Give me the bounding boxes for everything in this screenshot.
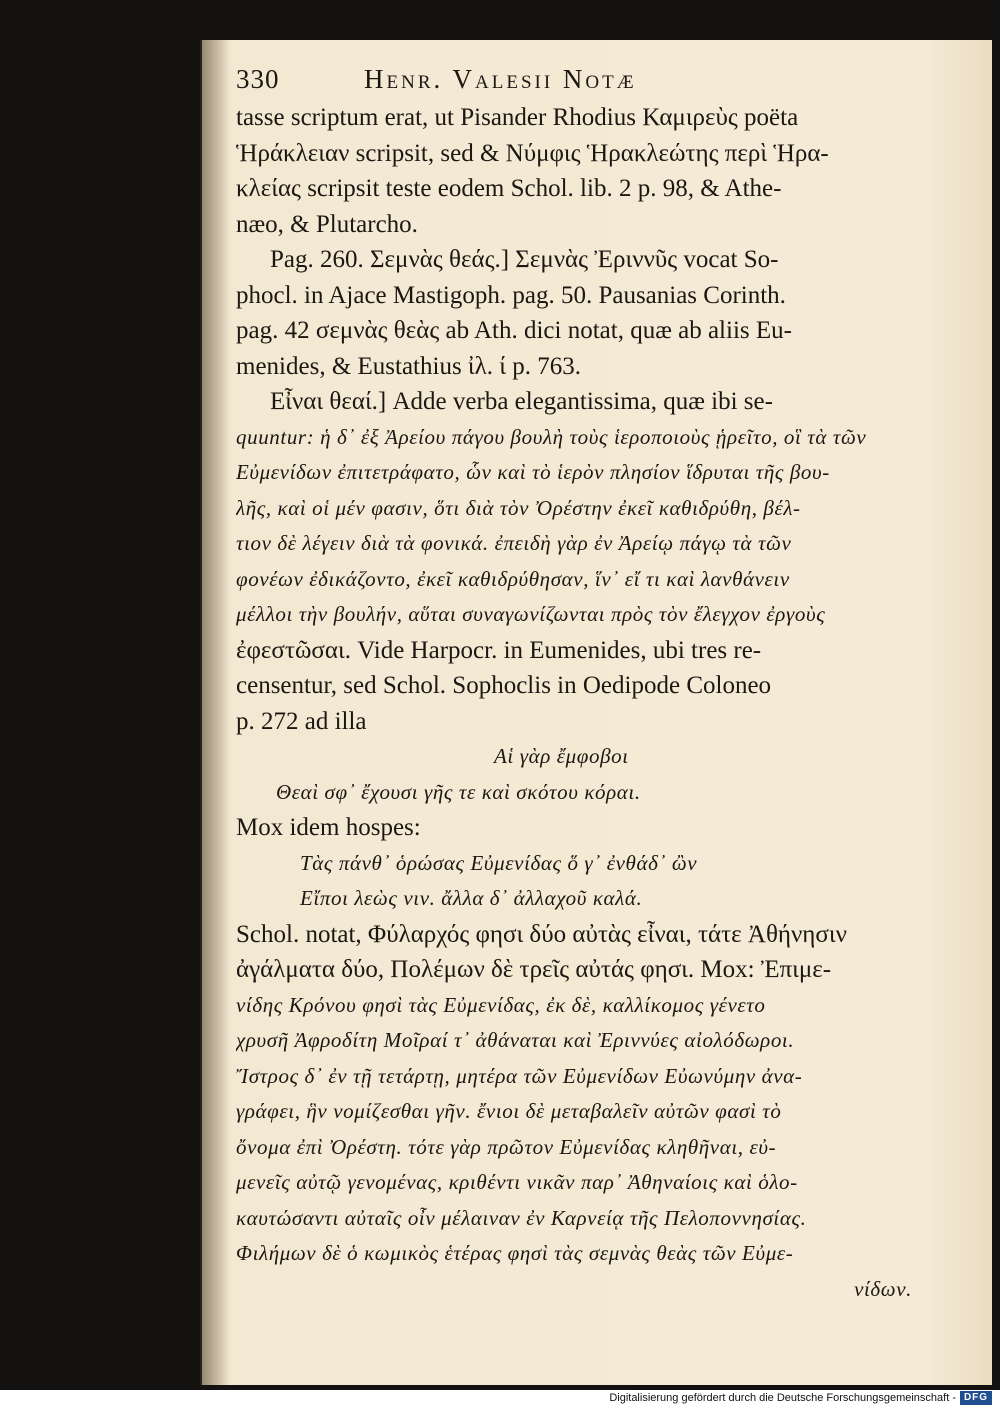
page-text-block xyxy=(236,60,916,1307)
text-line: menides, & Eustathius ἰλ. ί p. 763. xyxy=(236,352,581,380)
running-head xyxy=(236,60,916,100)
text-line: censentur, sed Schol. Sophoclis in Oedipode Coloneo xyxy=(236,672,772,699)
text-line: Αἱ γὰρ ἔμφοβοι xyxy=(494,744,629,768)
text-line: ὄνομα ἐπὶ Ὀρέστη. τότε γὰρ πρῶτον Εὐμενίδας κληθῆναι, εὐ- xyxy=(236,1134,777,1159)
text-line: p. 272 ad illa xyxy=(236,707,367,735)
text-line: τιον δὲ λέγειν διὰ τὰ φονικά. ἐπειδὴ γὰρ ἐν Ἀρείῳ πάγῳ τὰ τῶν xyxy=(236,531,792,555)
text-line: tasse scriptum erat, ut Pisander Rhodius Καμιρεὺς poëta xyxy=(236,104,799,131)
text-line: Εἶναι θεαί.] Adde verba elegantissima, quæ ibi se- xyxy=(270,388,773,415)
text-line: γράφει, ἣν νομίζεσθαι γῆν. ἔνιοι δὲ μεταβαλεῖν αὐτῶν φασὶ τὸ xyxy=(236,1099,782,1123)
text-line: νίδης Κρόνου φησὶ τὰς Εὐμενίδας, ἐκ δὲ, καλλίκομος γένετο xyxy=(236,992,766,1017)
text-line: næo, & Plutarcho. xyxy=(236,210,418,238)
text-line: χρυσῆ Ἀφροδίτη Μοῖραί τ᾽ ἀθάναται καὶ Ἐριννύες αἰολόδωροι. xyxy=(236,1028,795,1052)
text-line: ἐφεστῶσαι. Vide Harpocr. in Eumenides, ubi tres re- xyxy=(236,636,762,664)
text-line: Τὰς πάνθ᾽ ὁρώσας Εὐμενίδας ὅ γ᾽ ἐνθάδ᾽ ὢν xyxy=(300,850,698,875)
dfg-logo: DFG xyxy=(960,1391,992,1405)
text-lines xyxy=(236,100,916,1307)
text-line: pag. 42 σεμνὰς θεὰς ab Ath. dici notat, quæ ab aliis Eu- xyxy=(236,317,792,344)
text-line: phocl. in Ajace Mastigoph. pag. 50. Pausanias Corinth. xyxy=(236,281,786,309)
text-line: Εἴποι λεὼς νιν. ἄλλα δ᾽ ἀλλαχοῦ καλά. xyxy=(300,886,643,910)
funding-credit: Digitalisierung gefördert durch die Deutsche Forschungsgemeinschaft - xyxy=(609,1392,956,1404)
text-line: μενεῖς αὐτῷ γενομένας, κριθέντι νικᾶν παρ᾽ Ἀθηναίοις καὶ ὁλο- xyxy=(236,1170,798,1194)
text-line: Ἡράκλειαν scripsit, sed & Νύμφις Ἡρακλεώτης περὶ Ἡρα- xyxy=(236,139,829,167)
running-title: Henr. Valesii Notæ xyxy=(364,64,637,94)
text-line: quuntur: ἡ δ᾽ ἐξ Ἀρείου πάγου βουλὴ τοὺς ἱεροποιοὺς ᾑρεῖτο, οἳ τὰ τῶν xyxy=(236,424,867,449)
text-line: λῆς, καὶ οἱ μέν φασιν, ὅτι διὰ τὸν Ὀρέστην ἐκεῖ καθιδρύθη, βέλ- xyxy=(236,495,801,520)
footer-bar xyxy=(0,1390,1000,1407)
text-line: Pag. 260. Σεμνὰς θεάς.] Σεμνὰς Ἐριννῦς vocat So- xyxy=(270,246,779,273)
text-line: Mox idem hospes: xyxy=(236,814,421,841)
page-number: 330 xyxy=(236,64,280,94)
text-line: Θεαὶ σφ᾽ ἔχουσι γῆς τε καὶ σκότου κόραι. xyxy=(276,779,641,804)
page-gutter-shadow xyxy=(200,40,230,1385)
text-line: Schol. notat, Φύλαρχός φησι δύο αὐτὰς εἶναι, τάτε Ἀθήνησιν xyxy=(236,920,847,948)
text-line: νίδων. xyxy=(854,1276,912,1301)
text-line: κλείας scripsit teste eodem Schol. lib. 2 p. 98, & Athe- xyxy=(236,175,782,202)
text-line: μέλλοι τὴν βουλήν, αὕται συναγωνίζωνται πρὸς τὸν ἔλεγχον ἐργοὺς xyxy=(236,602,826,626)
text-line: καυτώσαντι αὐταῖς οἶν μέλαιναν ἐν Καρνείᾳ τῆς Πελοποννησίας. xyxy=(236,1205,807,1230)
text-line: Φιλήμων δὲ ὁ κωμικὸς ἑτέρας φησὶ τὰς σεμνὰς θεὰς τῶν Εὐμε- xyxy=(236,1241,794,1265)
text-line: Εὐμενίδων ἐπιτετράφατο, ὧν καὶ τὸ ἱερὸν πλησίον ἵδρυται τῆς βου- xyxy=(236,460,830,484)
text-line: φονέων ἐδικάζοντο, ἐκεῖ καθιδρύθησαν, ἵν᾽ εἴ τι καὶ λανθάνειν xyxy=(236,566,790,591)
text-line: ἀγάλματα δύο, Πολέμων δὲ τρεῖς αὐτάς φησι. Mox: Ἐπιμε- xyxy=(236,956,832,983)
text-line: Ἴστρος δ᾽ ἐν τῇ τετάρτῃ, μητέρα τῶν Εὐμενίδων Εὐωνύμην ἀνα- xyxy=(236,1063,803,1088)
